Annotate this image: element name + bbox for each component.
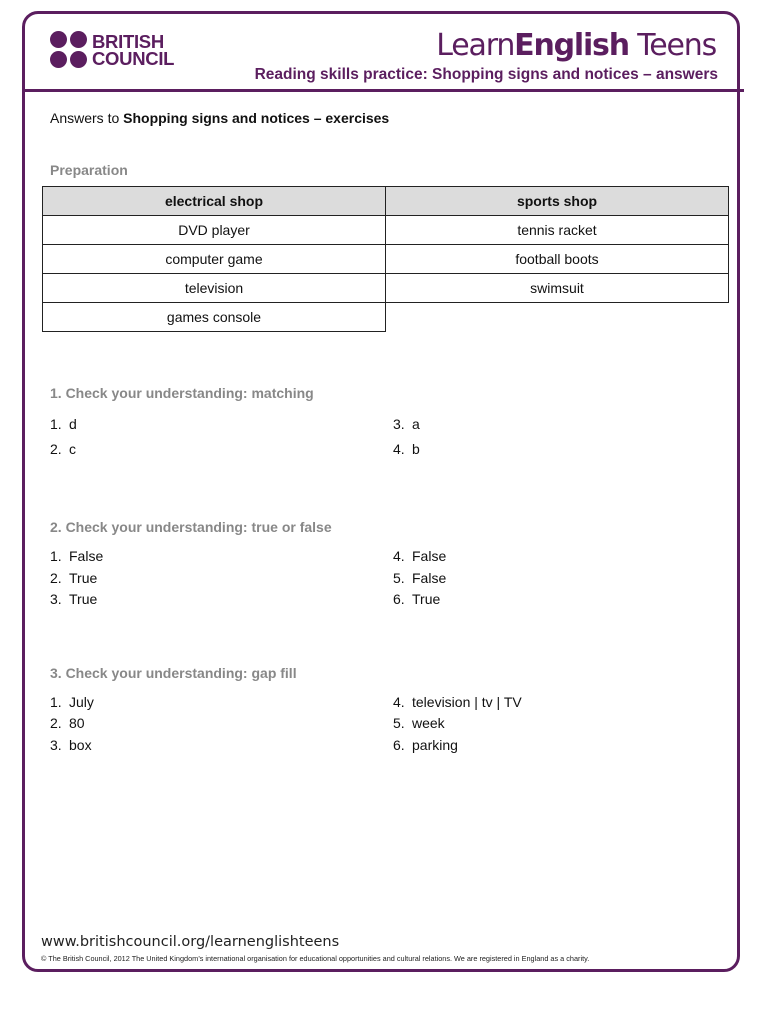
- british-council-logo: [50, 31, 174, 69]
- table-row: [43, 274, 729, 303]
- table-cell: computer game: [43, 245, 386, 274]
- table-cell: DVD player: [43, 216, 386, 245]
- matching-heading: 1. Check your understanding: matching: [50, 385, 314, 401]
- table-row: [43, 216, 729, 245]
- answer-item: 1. d: [50, 416, 77, 432]
- preparation-heading: Preparation: [50, 162, 128, 178]
- answer-item: 2. True: [50, 570, 98, 586]
- answer-item: 3. a: [393, 416, 420, 432]
- answer-item: 4. b: [393, 441, 420, 457]
- bc-logo-line2: COUNCIL: [92, 48, 175, 69]
- gapfill-heading: 3. Check your understanding: gap fill: [50, 665, 297, 681]
- answer-item: 2. 80: [50, 715, 85, 731]
- learnenglish-teens-logo: LearnEnglish Teens: [436, 28, 716, 63]
- table-cell-empty: [386, 303, 729, 332]
- answer-item: 4. False: [393, 548, 447, 564]
- answer-item: 3. box: [50, 737, 92, 753]
- table-cell: swimsuit: [386, 274, 729, 303]
- answer-item: 2. c: [50, 441, 76, 457]
- preparation-table: [42, 186, 729, 332]
- british-council-dots-icon: [50, 31, 88, 69]
- table-cell: tennis racket: [386, 216, 729, 245]
- column-header: sports shop: [386, 187, 729, 216]
- table-cell: television: [43, 274, 386, 303]
- answer-item: 4. television | tv | TV: [393, 694, 522, 710]
- truefalse-heading: 2. Check your understanding: true or false: [50, 519, 332, 535]
- footer-url[interactable]: www.britishcouncil.org/learnenglishteens: [41, 934, 340, 950]
- table-cell: football boots: [386, 245, 729, 274]
- footer-copyright: © The British Council, 2012 The United Kingdom’s international organisation for educational opportunities and cultural relations. We are registered in England as a charity.: [41, 954, 590, 963]
- intro-text: Answers to Shopping signs and notices – exercises: [50, 110, 390, 126]
- page-frame: [22, 11, 740, 972]
- answer-item: 1. July: [50, 694, 94, 710]
- table-row: [43, 303, 729, 332]
- answer-item: 1. False: [50, 548, 104, 564]
- bc-logo-line1: BRITISH: [92, 31, 164, 52]
- page-subtitle: Reading skills practice: Shopping signs and notices – answers: [254, 66, 718, 83]
- answer-item: 5. week: [393, 715, 445, 731]
- table-cell: games console: [43, 303, 386, 332]
- table-row: [43, 245, 729, 274]
- header-divider: [22, 89, 744, 92]
- answer-item: 5. False: [393, 570, 447, 586]
- exercise-title: Shopping signs and notices – exercises: [123, 110, 390, 126]
- answer-item: 6. True: [393, 591, 441, 607]
- answer-item: 6. parking: [393, 737, 458, 753]
- answer-item: 3. True: [50, 591, 98, 607]
- column-header: electrical shop: [43, 187, 386, 216]
